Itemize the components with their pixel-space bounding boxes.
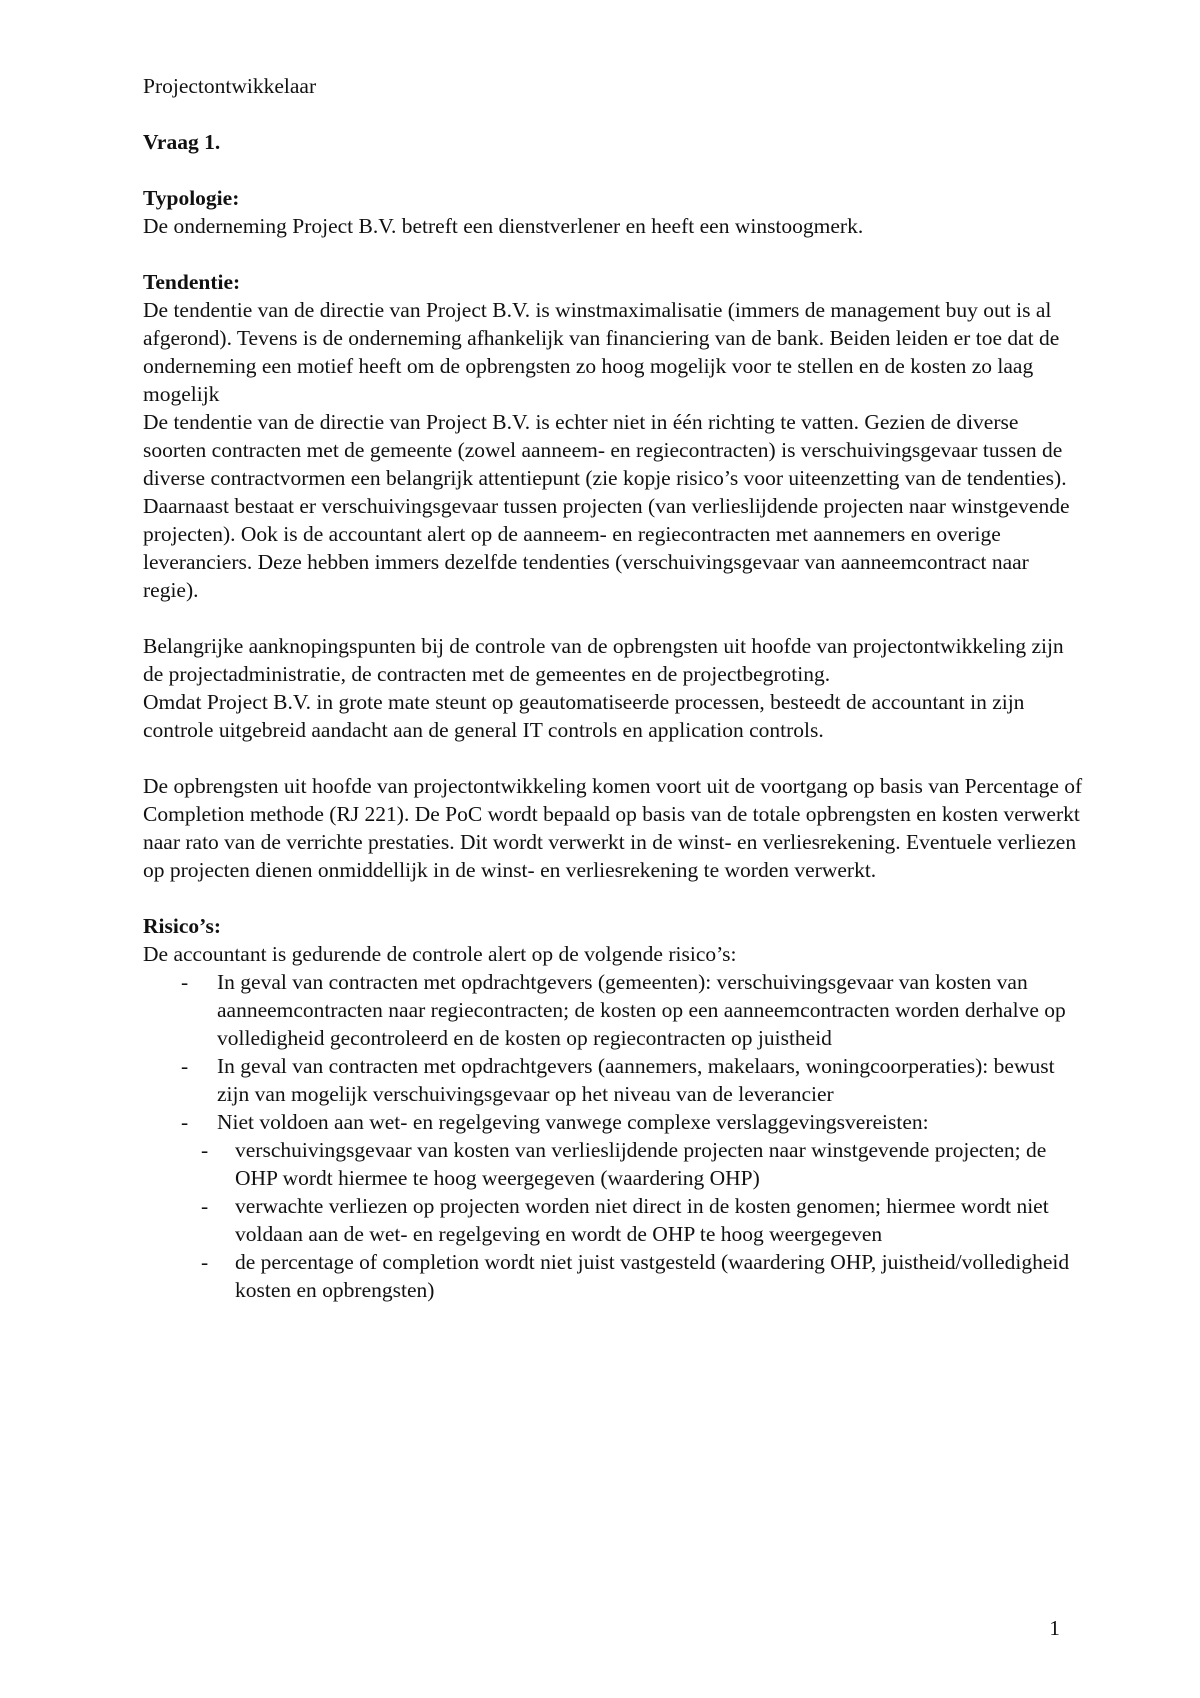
risk-list — [143, 968, 1083, 1136]
risk-subitem-text: de percentage of completion wordt niet juist vastgesteld (waardering OHP, juistheid/volledigheid kosten en opbrengsten) — [235, 1250, 1070, 1302]
tendentie-paragraph-3: Belangrijke aanknopingspunten bij de controle van de opbrengsten uit hoofde van projectontwikkeling zijn de projectadministratie, de contracten met de gemeentes en de projectbegroting. — [143, 634, 1064, 686]
list-dash: - — [181, 1110, 189, 1134]
list-dash: - — [201, 1138, 209, 1162]
tendentie-heading: Tendentie: — [143, 270, 241, 294]
risk-item — [143, 1108, 1083, 1136]
tendentie-paragraph-5: De opbrengsten uit hoofde van projectontwikkeling komen voort uit de voortgang op basis van Percentage of Completion methode (RJ 221). De PoC wordt bepaald op basis van de totale opbrengsten en kosten verwerkt naar rato van de verrichte prestaties. Dit wordt verwerkt in de winst- en verliesrekening. Eventuele verliezen op projecten dienen onmiddellijk in de winst- en verliesrekening te worden verwerkt. — [143, 774, 1083, 882]
risk-sublist — [143, 1136, 1083, 1304]
risk-item — [143, 968, 1083, 1052]
risk-item — [143, 1052, 1083, 1108]
page-number: 1 — [1049, 1616, 1060, 1640]
risicos-intro: De accountant is gedurende de controle alert op de volgende risico’s: — [143, 942, 737, 966]
tendentie-paragraph-1: De tendentie van de directie van Project B.V. is winstmaximalisatie (immers de management buy out is al afgerond). Tevens is de onderneming afhankelijk van financiering van de bank. Beiden leiden er toe dat de onderneming een motief heeft om de opbrengsten zo hoog mogelijk voor te stellen en de kosten zo laag mogelijk — [143, 298, 1060, 406]
risicos-heading: Risico’s: — [143, 914, 222, 938]
risk-subitem — [143, 1248, 1083, 1304]
risk-subitem — [143, 1136, 1083, 1192]
typologie-text: De onderneming Project B.V. betreft een dienstverlener en heeft een winstoogmerk. — [143, 214, 864, 238]
risk-subitem — [143, 1192, 1083, 1248]
risk-item-text: Niet voldoen aan wet- en regelgeving vanwege complexe verslaggevingsvereisten: — [217, 1110, 929, 1134]
risk-subitem-text: verschuivingsgevaar van kosten van verlieslijdende projecten naar winstgevende projecten; de OHP wordt hiermee te hoog weergegeven (waardering OHP) — [235, 1138, 1047, 1190]
list-dash: - — [201, 1194, 209, 1218]
section-tendentie — [143, 268, 1083, 884]
list-dash: - — [181, 970, 189, 994]
typologie-heading: Typologie: — [143, 186, 240, 210]
question-heading: Vraag 1. — [143, 130, 221, 154]
section-typologie — [143, 184, 1083, 240]
list-dash: - — [201, 1250, 209, 1274]
risk-item-text: In geval van contracten met opdrachtgevers (gemeenten): verschuivingsgevaar van kosten van aanneemcontracten naar regiecontracten; de kosten op een aanneemcontracten worden derhalve op volledigheid gecontroleerd en de kosten op regiecontracten op juistheid — [217, 970, 1066, 1050]
section-risicos — [143, 912, 1083, 1304]
tendentie-paragraph-4: Omdat Project B.V. in grote mate steunt op geautomatiseerde processen, besteedt de accountant in zijn controle uitgebreid aandacht aan de general IT controls en application controls. — [143, 690, 1025, 742]
list-dash: - — [181, 1054, 189, 1078]
document-content — [143, 72, 1083, 1304]
document-header-title: Projectontwikkelaar — [143, 74, 317, 98]
risk-item-text: In geval van contracten met opdrachtgevers (aannemers, makelaars, woningcoorperaties): bewust zijn van mogelijk verschuivingsgevaar op het niveau van de leverancier — [217, 1054, 1055, 1106]
risk-subitem-text: verwachte verliezen op projecten worden niet direct in de kosten genomen; hiermee wordt niet voldaan aan de wet- en regelgeving en wordt de OHP te hoog weergegeven — [235, 1194, 1049, 1246]
tendentie-paragraph-2: De tendentie van de directie van Project B.V. is echter niet in één richting te vatten. Gezien de diverse soorten contracten met de gemeente (zowel aanneem- en regiecontracten) is verschuivingsgevaar tussen de diverse contractvormen een belangrijk attentiepunt (zie kopje risico’s voor uiteenzetting van de tendenties). Daarnaast bestaat er verschuivingsgevaar tussen projecten (van verlieslijdende projecten naar winstgevende projecten). Ook is de accountant alert op de aanneem- en regiecontracten met aannemers en overige leveranciers. Deze hebben immers dezelfde tendenties (verschuivingsgevaar van aanneemcontract naar regie). — [143, 410, 1070, 602]
